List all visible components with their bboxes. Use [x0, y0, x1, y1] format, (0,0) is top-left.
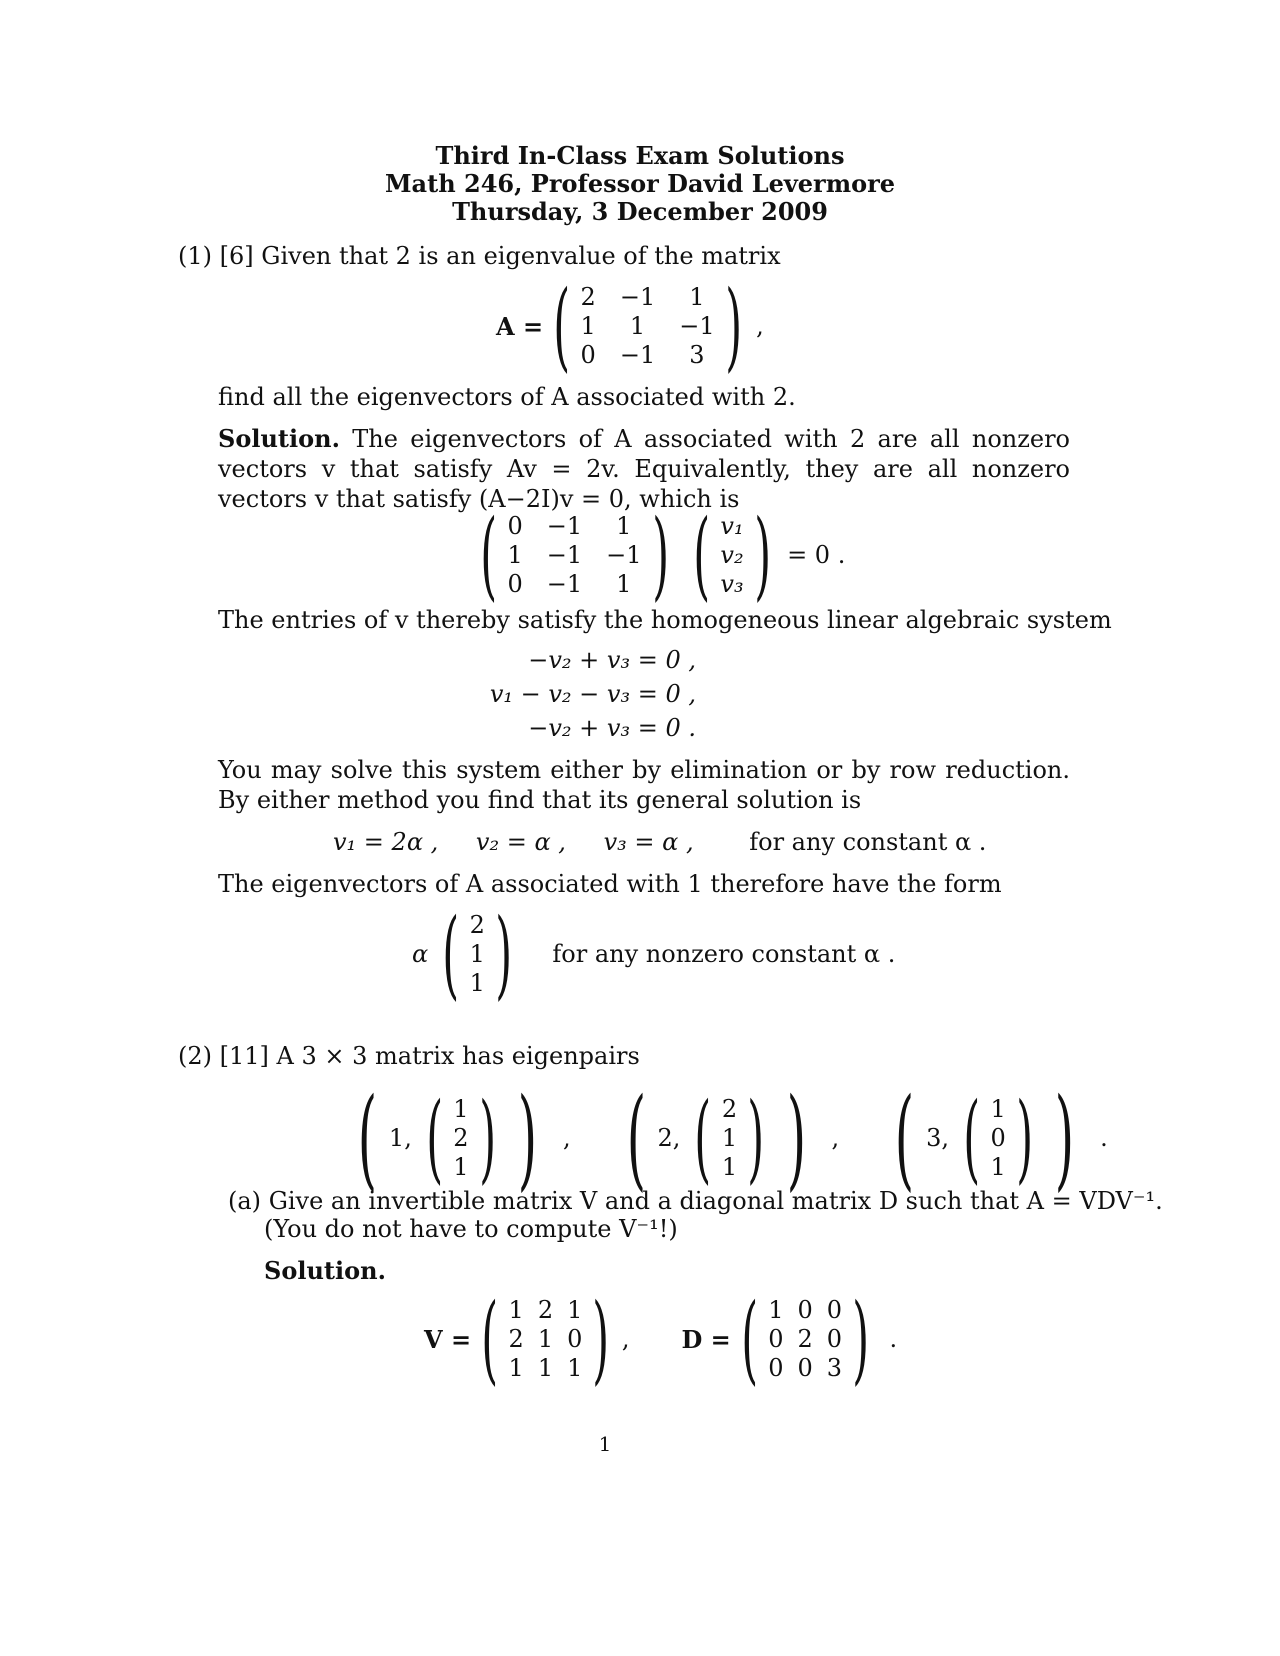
problem2-heading	[178, 1041, 640, 1071]
matrix-cell: 2	[537, 1295, 554, 1324]
right-paren: )	[1055, 1074, 1075, 1202]
eigenvector	[684, 1082, 774, 1194]
matrix-A	[543, 270, 752, 382]
vector-v	[683, 499, 781, 611]
eigenpair	[346, 1074, 571, 1202]
left-paren: (	[693, 499, 711, 611]
matrix-cell: 0	[768, 1324, 784, 1353]
matrix-cell: −1	[619, 340, 656, 369]
eigenpairs	[346, 1074, 1108, 1202]
matrix-cell: 1	[616, 511, 632, 540]
matrix-cell: −1	[679, 311, 715, 340]
matrix-cell: 3	[826, 1353, 843, 1382]
left-paren: (	[694, 1082, 712, 1194]
matrix-cell: 1	[990, 1094, 1006, 1123]
eigenvector	[432, 898, 522, 1010]
matrix-cell: 1	[537, 1353, 554, 1382]
trailing-comma: ,	[756, 312, 764, 340]
problem2-prompt: A 3 × 3 matrix has eigenpairs	[276, 1042, 640, 1070]
matrix-cell: 1	[507, 540, 523, 569]
matrix-cell: 1	[508, 1295, 524, 1324]
system-eq-2: v₁ − v₂ − v₃ = 0 ,	[489, 680, 696, 708]
left-paren: (	[357, 1074, 378, 1202]
problem2-points: [11]	[219, 1042, 269, 1070]
D-label: D =	[681, 1324, 731, 1354]
matrix-cell: 2	[508, 1324, 524, 1353]
matrix-cell: 1	[768, 1295, 784, 1324]
matrix-cell: 1	[580, 311, 596, 340]
right-paren: )	[1016, 1082, 1033, 1194]
V-label: V =	[424, 1324, 472, 1354]
right-paren: )	[651, 499, 669, 611]
right-paren: )	[517, 1074, 538, 1202]
matrix-cell: v₂	[720, 540, 744, 569]
matrix-cell: 0	[797, 1295, 813, 1324]
right-paren: )	[786, 1074, 806, 1202]
solution-tail: for any constant α .	[749, 828, 987, 856]
matrix-V	[471, 1283, 620, 1395]
left-paren: (	[480, 499, 498, 611]
separator: .	[1100, 1124, 1108, 1152]
matrix-D	[731, 1283, 880, 1395]
right-paren: )	[495, 898, 513, 1010]
matrix-cell: 1	[508, 1353, 524, 1382]
matrix-cell: 0	[567, 1324, 583, 1353]
matrix-cell: 1	[721, 1152, 738, 1181]
eigenvalue: 2	[657, 1124, 673, 1152]
left-paren: (	[426, 1082, 443, 1194]
left-paren: (	[741, 1283, 758, 1395]
comma: ,	[941, 1124, 950, 1152]
part-a-solution-label: Solution.	[264, 1256, 386, 1285]
matrix-cell: −1	[546, 540, 583, 569]
linear-system	[490, 643, 696, 745]
matrix-cell: 2	[469, 910, 485, 939]
matrix-cell: 2	[721, 1094, 738, 1123]
comma: ,	[404, 1124, 412, 1152]
matrix-cell: −1	[546, 511, 583, 540]
matrix-cell: 1	[616, 569, 632, 598]
left-paren: (	[553, 270, 571, 382]
entries-text: The entries of v thereby satisfy the homogeneous linear algebraic system	[218, 606, 1112, 634]
left-paren: (	[963, 1082, 981, 1194]
matrix-cell: 0	[826, 1295, 843, 1324]
system-eq-1: −v₂ + v₃ = 0 ,	[528, 646, 696, 674]
eigenpair	[615, 1074, 840, 1202]
final-period: .	[889, 1325, 898, 1353]
solution-v3: v₃ = α ,	[603, 828, 694, 856]
solution-text: The eigenvectors of A associated with 2 are all nonzero vectors v that satisfy Av = 2v. Equivalently, they are all nonzero vectors v that satisfy (A−2I)v = 0, which is	[218, 425, 1070, 513]
part-a	[228, 1186, 1163, 1216]
problem1-number: (1)	[178, 242, 212, 270]
matrix-cell: −1	[546, 569, 583, 598]
matrix-cell: −1	[619, 282, 656, 311]
matrix-cell: 1	[469, 968, 485, 997]
right-paren: )	[724, 270, 742, 382]
system-eq-3: −v₂ + v₃ = 0 .	[528, 714, 696, 742]
matrix-cell: 0	[507, 569, 523, 598]
matrix-A-equation	[496, 270, 764, 382]
matrix-cell: v₁	[720, 511, 744, 540]
problem1-question: find all the eigenvectors of A associated with 2.	[218, 383, 796, 411]
method-text: You may solve this system either by elimination or by row reduction. By either method you find that its general solution is	[218, 756, 1070, 814]
matrix-cell: 2	[797, 1324, 813, 1353]
matrix-cell: 0	[826, 1324, 843, 1353]
eigenvector-form	[412, 898, 896, 1010]
matrix-cell: 1	[567, 1295, 583, 1324]
problem1-prompt: Given that 2 is an eigenvalue of the matrix	[261, 242, 781, 270]
matrix-cell: 1	[453, 1152, 469, 1181]
right-paren: )	[478, 1082, 496, 1194]
right-paren: )	[852, 1283, 870, 1395]
matrix-cell: 1	[629, 311, 646, 340]
eigen-equation	[470, 499, 846, 611]
separator-comma: ,	[621, 1325, 630, 1353]
page-number: 1	[598, 1432, 612, 1456]
left-paren: (	[894, 1074, 915, 1202]
eigenvector	[953, 1082, 1043, 1194]
matrix-cell: 0	[768, 1353, 784, 1382]
eigenvector-tail: for any nonzero constant α .	[552, 940, 896, 968]
eigenpair	[883, 1074, 1108, 1202]
matrix-cell: 2	[580, 282, 596, 311]
part-a-label: (a)	[228, 1187, 262, 1215]
right-paren: )	[753, 499, 771, 611]
left-paren: (	[442, 898, 460, 1010]
general-solution	[333, 827, 986, 857]
matrix-cell: 1	[990, 1152, 1006, 1181]
separator: ,	[831, 1124, 840, 1152]
part-a-note: (You do not have to compute V⁻¹!)	[264, 1215, 678, 1243]
problem1-points: [6]	[219, 242, 254, 270]
matrix-A-minus-2I	[470, 499, 679, 611]
matrix-cell: 0	[507, 511, 523, 540]
matrix-cell: 1	[537, 1324, 554, 1353]
alpha-symbol: α	[412, 940, 429, 968]
matrix-cell: 0	[990, 1123, 1006, 1152]
matrix-cell: 1	[689, 282, 705, 311]
problem1-solution-paragraph	[218, 424, 1070, 514]
comma: ,	[672, 1124, 681, 1152]
matrix-cell: 1	[453, 1094, 469, 1123]
matrix-cell: v₃	[720, 569, 744, 598]
solution-v2: v₂ = α ,	[475, 828, 566, 856]
problem1-heading	[178, 241, 781, 271]
eigenvector	[416, 1082, 506, 1194]
matrix-cell: 1	[567, 1353, 583, 1382]
form-text: The eigenvectors of A associated with 1 therefore have the form	[218, 870, 1002, 898]
VD-equation	[424, 1283, 898, 1395]
part-a-line1: Give an invertible matrix V and a diagonal matrix D such that A = VDV⁻¹.	[268, 1187, 1163, 1215]
eigenvalue: 3	[926, 1124, 942, 1152]
problem2-number: (2)	[178, 1042, 212, 1070]
right-paren: )	[592, 1283, 610, 1395]
matrix-cell: 1	[721, 1123, 738, 1152]
separator: ,	[562, 1124, 571, 1152]
solution-label: Solution.	[218, 424, 340, 453]
matrix-cell: 0	[580, 340, 596, 369]
matrix-cell: −1	[606, 540, 642, 569]
left-paren: (	[481, 1283, 499, 1395]
solution-v1: v₁ = 2α ,	[333, 828, 439, 856]
matrix-cell: 3	[689, 340, 705, 369]
matrix-cell: 0	[797, 1353, 813, 1382]
matrix-A-label: A =	[496, 311, 544, 341]
matrix-cell: 1	[469, 939, 485, 968]
matrix-cell: 2	[453, 1123, 469, 1152]
left-paren: (	[626, 1074, 646, 1202]
right-paren: )	[747, 1082, 765, 1194]
course-line: Math 246, Professor David Levermore	[384, 169, 896, 198]
date-line: Thursday, 3 December 2009	[452, 197, 828, 226]
eigenvalue: 1	[388, 1124, 405, 1152]
title: Third In-Class Exam Solutions	[435, 141, 845, 170]
equals-zero: = 0 .	[787, 541, 846, 569]
